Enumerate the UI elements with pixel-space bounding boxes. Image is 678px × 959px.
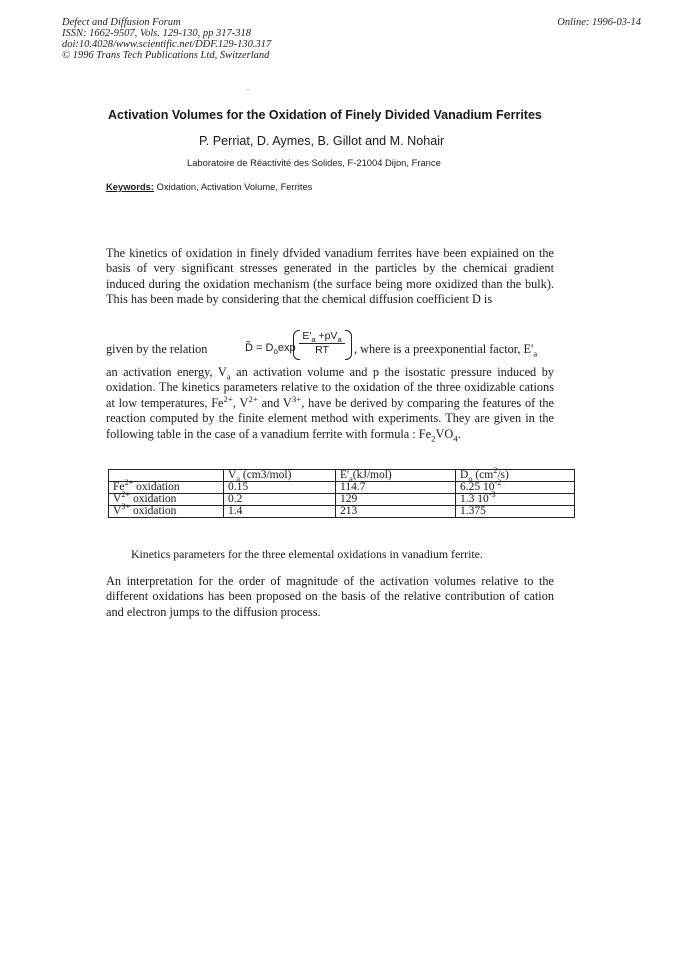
p2-seg1: an activation energy, V xyxy=(106,365,227,379)
table-header-row xyxy=(109,470,575,482)
do-value: 1.3 10 xyxy=(460,493,489,505)
ion-charge: 2+ xyxy=(124,478,134,488)
do-unit-2: /s) xyxy=(497,469,509,481)
fraction-numerator xyxy=(299,330,345,344)
cell-va: 0.2 xyxy=(224,494,336,506)
cell-do xyxy=(456,478,575,494)
exponent-fraction xyxy=(299,330,345,357)
journal-header xyxy=(62,17,271,61)
do-unit-sup: 2 xyxy=(493,466,498,476)
p2-formula-sub2: 4 xyxy=(453,433,458,444)
do-value: 1.375 xyxy=(460,505,486,517)
cell-ea: 114.7 xyxy=(336,482,456,494)
va-unit: (cm3/mol) xyxy=(239,469,292,481)
do-value: 6.25 10 xyxy=(460,481,495,493)
journal-name: Defect and Diffusion Forum xyxy=(62,17,181,28)
ea-unit: (kJ/mol) xyxy=(352,469,392,481)
table-row xyxy=(109,482,575,494)
cell-ea: 129 xyxy=(336,494,456,506)
fraction-denominator: RT xyxy=(315,344,329,356)
p2-va-sub: a xyxy=(226,371,231,382)
paragraph-parameters xyxy=(106,365,554,442)
row-label-text: oxidation xyxy=(133,481,180,493)
p2-seg4: and V xyxy=(257,395,292,410)
table-row xyxy=(109,494,575,506)
keywords-text: Oxidation, Activation Volume, Ferrites xyxy=(153,181,313,192)
header-do xyxy=(456,466,575,484)
keywords xyxy=(106,181,312,192)
formula-tail-sub: a xyxy=(533,348,538,359)
cell-ea: 213 xyxy=(336,506,456,518)
right-parenthesis xyxy=(345,330,352,360)
formula-lhs xyxy=(245,342,296,357)
cell-do xyxy=(456,506,575,518)
p2-seg2: an activation volume and p the isostatic pressure induced by oxidation. The kinetics parameters relative to the oxidation of the three oxidizable cations at low temperatures, Fe xyxy=(106,365,554,410)
ea-symbol: E' xyxy=(340,469,350,481)
d0-subscript: o xyxy=(273,347,278,357)
paragraph-interpretation: An interpretation for the order of magnitude of the activation volumes relative to the different oxidations has been proposed on the basis of the relative contribution of cation and electron jumps to the diffusion process. xyxy=(106,574,554,619)
p2-formula-sub1: 2 xyxy=(431,433,436,444)
do-sub: o xyxy=(468,474,473,484)
do-unit-1: (cm xyxy=(472,469,494,481)
formula-tail: , where is a preexponential factor, E' xyxy=(354,342,534,356)
p2-seg5: , have be derived by comparing the features of the reaction computed by the finite element method with experiments. They are given in the following table in the case of a vanadium ferrite with formula : Fe xyxy=(106,395,554,441)
table-row xyxy=(109,506,575,518)
ion-charge: 3+ xyxy=(121,502,131,512)
ea-sub: a xyxy=(349,474,353,484)
numerator-plus: +pV xyxy=(315,330,338,342)
diffusion-symbol: D̃ xyxy=(245,342,253,354)
header-va xyxy=(224,470,336,482)
row-label-text: oxidation xyxy=(130,493,177,505)
equals-sign: = xyxy=(256,342,263,354)
doi-line: doi:10.4028/www.scientific.net/DDF.129-130.317 xyxy=(62,39,272,50)
do-symbol: D xyxy=(460,469,469,481)
va-sub: a xyxy=(236,474,240,484)
ion-symbol: Fe xyxy=(113,481,125,493)
numerator-e: E' xyxy=(302,330,312,342)
authors: P. Perriat, D. Aymes, B. Gillot and M. Nohair xyxy=(199,134,445,148)
issn-line: ISSN: 1662-9507, Vols. 129-130, pp 317-318 xyxy=(62,28,251,39)
exp-text: exp xyxy=(277,342,296,354)
numerator-e-sub: a xyxy=(311,335,316,345)
ion-charge: 2+ xyxy=(121,490,131,500)
ion-symbol: V xyxy=(113,493,122,505)
p2-end: . xyxy=(457,426,461,441)
p2-seg3: , V xyxy=(232,395,249,410)
va-symbol: V xyxy=(228,469,237,481)
p2-formula-mid: VO xyxy=(435,426,454,441)
do-exponent: -3 xyxy=(488,490,496,500)
p2-fe-sup: 2+ xyxy=(223,393,233,404)
online-date: Online: 1996-03-14 xyxy=(557,17,641,28)
formula-lead-text: given by the relation xyxy=(106,342,208,356)
cell-do xyxy=(456,490,575,506)
table-caption: Kinetics parameters for the three elemental oxidations in vanadium ferrite. xyxy=(131,547,483,561)
ion-symbol: V xyxy=(113,505,122,517)
cell-va: 1.4 xyxy=(224,506,336,518)
diffusion-formula-line xyxy=(106,330,556,364)
do-exponent: -2 xyxy=(494,478,502,488)
scan-speck xyxy=(247,89,249,90)
numerator-v-sub: a xyxy=(337,335,342,345)
row-label xyxy=(109,502,224,518)
p2-v2-sup: 2+ xyxy=(248,393,258,404)
affiliation: Laboratoire de Réactivité des Solides, F-21004 Dijon, France xyxy=(187,157,441,168)
row-label-text: oxidation xyxy=(130,505,177,517)
kinetics-table xyxy=(108,466,575,518)
paper-title: Activation Volumes for the Oxidation of Finely Divided Vanadium Ferrites xyxy=(108,108,542,122)
header-ea xyxy=(336,470,456,482)
paragraph-intro: The kinetics of oxidation in finely dfvided vanadium ferrites have been expiained on the basis of very significant stresses generated in the particles by the chemicai gradient induced during the oxidation mechanism (the surface being more oxidized than the bulk). This has been made by considering that the chemical diffusion coefficient D is xyxy=(106,246,554,307)
formula-tail-text xyxy=(354,342,537,357)
keywords-label: Keywords: xyxy=(106,181,154,192)
p2-v3-sup: 3+ xyxy=(291,393,302,404)
cell-va: 0.15 xyxy=(224,482,336,494)
d0-symbol: D xyxy=(265,342,274,354)
copyright-line: © 1996 Trans Tech Publications Ltd, Switzerland xyxy=(62,50,270,61)
